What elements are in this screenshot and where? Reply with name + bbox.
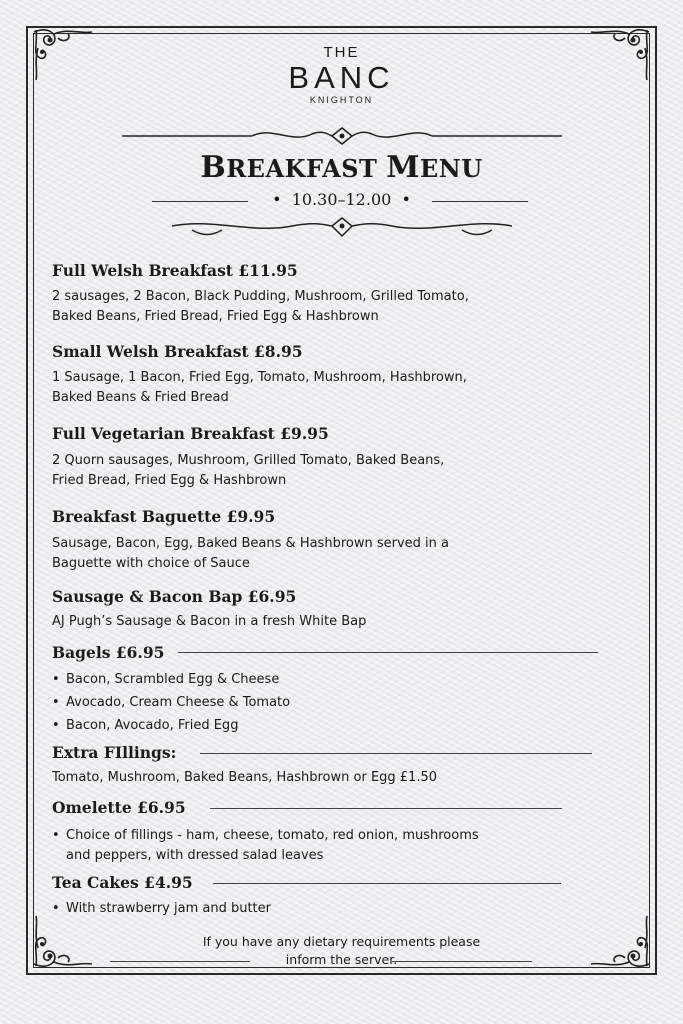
menu-item-title: Small Welsh Breakfast £8.95: [52, 342, 303, 361]
menu-item-description: Sausage, Bacon, Egg, Baked Beans & Hashbrown served in a: [52, 536, 449, 551]
section-rule: [213, 883, 561, 884]
menu-item-title: Full Vegetarian Breakfast £9.95: [52, 424, 329, 443]
menu-item-description: 2 sausages, 2 Bacon, Black Pudding, Mushroom, Grilled Tomato,: [52, 289, 469, 304]
dietary-note: If you have any dietary requirements please: [202, 934, 481, 949]
menu-item-description: Baked Beans & Fried Bread: [52, 390, 229, 405]
brand-location: KNIGHTON: [309, 95, 374, 105]
list-item: • Bacon, Avocado, Fried Egg: [52, 718, 239, 733]
section-title-omelette: Omelette £6.95: [52, 798, 186, 817]
menu-item-description: AJ Pugh’s Sausage & Bacon in a fresh White Bap: [52, 614, 367, 629]
brand-the: THE: [323, 44, 360, 61]
dietary-note-line2: inform the server.: [285, 952, 398, 967]
menu-title: BREAKFAST MENU: [200, 150, 483, 185]
menu-item-title: Sausage & Bacon Bap £6.95: [52, 587, 297, 606]
section-rule: [200, 753, 592, 754]
section-rule: [178, 652, 598, 653]
section-title-extras: Extra FIllings:: [52, 743, 177, 762]
section-rule: [210, 808, 562, 809]
brand-name: BANC: [288, 60, 395, 95]
list-item: • With strawberry jam and butter: [52, 901, 271, 916]
section-title-bagels: Bagels £6.95: [52, 643, 165, 662]
menu-item-description: 1 Sausage, 1 Bacon, Fried Egg, Tomato, Mushroom, Hashbrown,: [52, 370, 467, 385]
menu-hours: • 10.30–12.00 •: [272, 190, 411, 209]
brand-logo: [0, 40, 683, 105]
hours-text: 10.30–12.00: [291, 190, 392, 209]
ornament-divider-bottom: [0, 216, 683, 238]
menu-item-title: Full Welsh Breakfast £11.95: [52, 261, 298, 280]
menu-item-title: Breakfast Baguette £9.95: [52, 507, 276, 526]
list-item: • Choice of fillings - ham, cheese, tomato, red onion, mushrooms: [52, 828, 479, 843]
list-item-continuation: and peppers, with dressed salad leaves: [66, 848, 324, 863]
section-title-tea-cakes: Tea Cakes £4.95: [52, 873, 193, 892]
menu-item-description: Baked Beans, Fried Bread, Fried Egg & Hashbrown: [52, 309, 379, 324]
ornament-divider-top: [0, 124, 683, 146]
extras-description: Tomato, Mushroom, Baked Beans, Hashbrown or Egg £1.50: [52, 770, 438, 785]
list-item: • Avocado, Cream Cheese & Tomato: [52, 695, 291, 710]
list-item: • Bacon, Scrambled Egg & Cheese: [52, 672, 280, 687]
menu-item-description: Baguette with choice of Sauce: [52, 556, 250, 571]
menu-item-description: Fried Bread, Fried Egg & Hashbrown: [52, 473, 287, 488]
menu-item-description: 2 Quorn sausages, Mushroom, Grilled Tomato, Baked Beans,: [52, 453, 445, 468]
